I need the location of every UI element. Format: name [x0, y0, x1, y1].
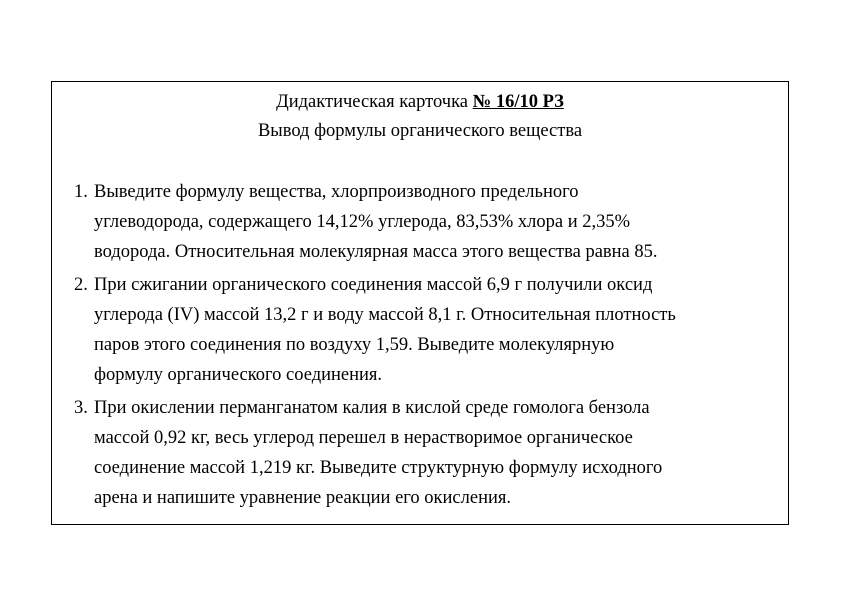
task-number: 3. — [74, 398, 88, 418]
task-line: При окислении перманганатом калия в кислой среде гомолога бензола — [94, 398, 650, 418]
task-item-2 — [74, 270, 786, 390]
task-line: массой 0,92 кг, весь углерод перешел в нерастворимое органическое — [94, 428, 633, 448]
card-title-prefix: Дидактическая карточка — [276, 92, 468, 112]
task-item-1 — [74, 177, 786, 267]
task-line: Выведите формулу вещества, хлорпроизводного предельного — [94, 182, 579, 202]
task-item-3 — [74, 393, 786, 513]
task-line: формулу органического соединения. — [94, 365, 383, 385]
task-line: водорода. Относительная молекулярная масса этого вещества равна 85. — [94, 242, 658, 262]
task-line: углеводорода, содержащего 14,12% углерода, 83,53% хлора и 2,35% — [94, 212, 631, 232]
card-subtitle: Вывод формулы органического вещества — [257, 121, 583, 141]
task-line: арена и напишите уравнение реакции его окисления. — [94, 488, 512, 508]
task-line: углерода (IV) массой 13,2 г и воду массой 8,1 г. Относительная плотность — [94, 305, 676, 325]
task-number: 1. — [74, 182, 88, 202]
task-number: 2. — [74, 275, 88, 295]
card-title — [52, 91, 788, 113]
didactic-card — [51, 81, 789, 525]
task-line: При сжигании органического соединения массой 6,9 г получили оксид — [94, 275, 653, 295]
card-number: № 16/10 РЗ — [472, 92, 564, 112]
task-line: соединение массой 1,219 кг. Выведите структурную формулу исходного — [94, 458, 663, 478]
task-line: паров этого соединения по воздуху 1,59. Выведите молекулярную — [94, 335, 615, 355]
